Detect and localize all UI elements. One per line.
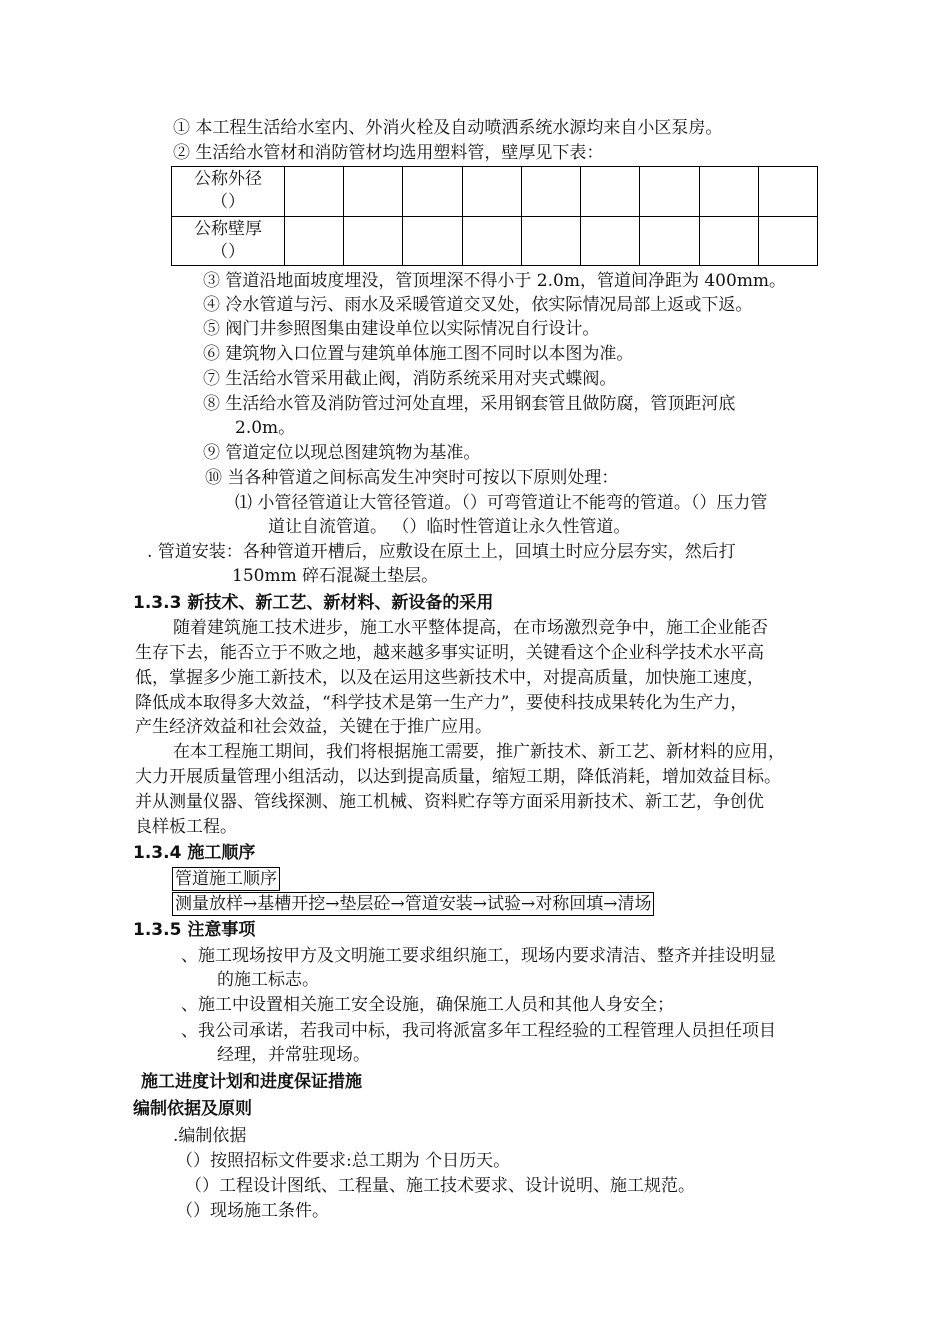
- note-1-cont: 的施工标志。: [217, 970, 319, 990]
- table-cell: [285, 216, 344, 266]
- table-cell: [344, 216, 403, 266]
- item-9: ⑨ 管道定位以现总图建筑物为基准。: [203, 443, 481, 463]
- item-10: ⑩ 当各种管道之间标高发生冲突时可按以下原则处理：: [205, 468, 619, 488]
- item-4: ④ 冷水管道与污、雨水及采暖管道交叉处，依实际情况局部上返或下返。: [203, 295, 753, 315]
- paragraph-line: 随着建筑施工技术进步，施工水平整体提高，在市场激烈竞争中，施工企业能否: [173, 618, 768, 638]
- table-cell: [344, 167, 403, 217]
- note-3-cont: 经理，并常驻现场。: [217, 1045, 370, 1065]
- paragraph-line: 生存下去，能否立于不败之地，越来越多事实证明，关键看这个企业科学技术水平高: [135, 643, 764, 663]
- table-cell: [581, 167, 640, 217]
- paragraph-line: 大力开展质量管理小组活动，以达到提高质量，缩短工期，降低消耗，增加效益目标。: [135, 767, 781, 787]
- installation-note: . 管道安装：各种管道开槽后，应敷设在原土上，回填土时应分层夯实，然后打: [147, 542, 736, 562]
- schedule-subheading: 编制依据及原则: [133, 1099, 252, 1119]
- pipe-spec-table: [171, 166, 818, 266]
- section-heading-134: 1.3.4 施工顺序: [133, 843, 256, 863]
- principle-1: ⑴ 小管径管道让大管径管道。（）可弯管道让不能弯的管道。（）压力管: [235, 493, 768, 513]
- table-cell: [285, 167, 344, 217]
- section-heading-135: 1.3.5 注意事项: [133, 920, 256, 940]
- note-1: 、施工现场按甲方及文明施工要求组织施工，现场内要求清洁、整齐并挂设明显: [181, 946, 776, 966]
- table-cell: [699, 216, 758, 266]
- basis-item-1: （）按照招标文件要求:总工期为 个日历天。: [176, 1151, 511, 1171]
- basis-item-3: （）现场施工条件。: [176, 1201, 329, 1221]
- table-cell: [581, 216, 640, 266]
- sequence-title-box: 管道施工顺序: [172, 867, 280, 891]
- table-cell: [699, 167, 758, 217]
- item-6: ⑥ 建筑物入口位置与建筑单体施工图不同时以本图为准。: [203, 344, 634, 364]
- principle-1-cont: 道让自流管道。 （）临时性管道让永久性管道。: [268, 517, 631, 537]
- paragraph-line: 降低成本取得多大效益，“科学技术是第一生产力”，要使科技成果转化为生产力，: [135, 693, 748, 713]
- basis-label: .编制依据: [173, 1126, 247, 1146]
- note-3: 、我公司承诺，若我司中标，我司将派富多年工程经验的工程管理人员担任项目: [181, 1021, 776, 1041]
- table-row: [172, 167, 818, 217]
- paragraph-line: 产生经济效益和社会效益，关键在于推广应用。: [135, 717, 492, 737]
- paragraph-line: 并从测量仪器、管线探测、施工机械、资料贮存等方面采用新技术、新工艺，争创优: [135, 792, 764, 812]
- label-unit: （）: [211, 241, 245, 262]
- table-cell: [462, 216, 521, 266]
- paragraph-line: 在本工程施工期间，我们将根据施工需要，推广新技术、新工艺、新材料的应用，: [173, 742, 785, 762]
- table-cell: [403, 167, 462, 217]
- label-text: 公称壁厚: [194, 218, 262, 239]
- item-8: ⑧ 生活给水管及消防管过河处直埋，采用钢套管且做防腐，管顶距河底: [203, 394, 736, 414]
- table-cell: [758, 216, 817, 266]
- label-unit: （）: [211, 192, 245, 213]
- table-cell: [403, 216, 462, 266]
- section-heading-133: 1.3.3 新技术、新工艺、新材料、新设备的采用: [133, 593, 494, 613]
- item-7: ⑦ 生活给水管采用截止阀，消防系统采用对夹式蝶阀。: [203, 369, 617, 389]
- table-row-label: [172, 167, 285, 217]
- note-2: 、施工中设置相关施工安全设施，确保施工人员和其他人身安全；: [181, 995, 674, 1015]
- item-2: ② 生活给水管材和消防管材均选用塑料管，壁厚见下表：: [173, 143, 604, 163]
- paragraph-line: 低，掌握多少施工新技术，以及在运用这些新技术中，对提高质量，加快施工速度，: [135, 668, 764, 688]
- basis-item-2: （）工程设计图纸、工程量、施工技术要求、设计说明、施工规范。: [185, 1176, 695, 1196]
- table-cell: [758, 167, 817, 217]
- table-cell: [521, 167, 580, 217]
- table-cell: [521, 216, 580, 266]
- item-1: ① 本工程生活给水室内、外消火栓及自动喷洒系统水源均来自小区泵房。: [173, 118, 723, 138]
- table-row: [172, 216, 818, 266]
- item-8-cont: 2.0m。: [235, 418, 296, 438]
- installation-note-cont: 150mm 碎石混凝土垫层。: [232, 566, 439, 586]
- label-text: 公称外径: [194, 169, 262, 190]
- schedule-heading: 施工进度计划和进度保证措施: [141, 1072, 362, 1092]
- table-cell: [640, 216, 699, 266]
- table-cell: [462, 167, 521, 217]
- sequence-flow-box: 测量放样→基槽开挖→垫层砼→管道安装→试验→对称回填→清场: [172, 892, 654, 916]
- paragraph-line: 良样板工程。: [135, 817, 237, 837]
- table-cell: [640, 167, 699, 217]
- table-row-label: [172, 216, 285, 266]
- item-3: ③ 管道沿地面坡度埋没，管顶埋深不得小于 2.0m，管道间净距为 400mm。: [203, 271, 787, 291]
- item-5: ⑤ 阀门井参照图集由建设单位以实际情况自行设计。: [203, 319, 600, 339]
